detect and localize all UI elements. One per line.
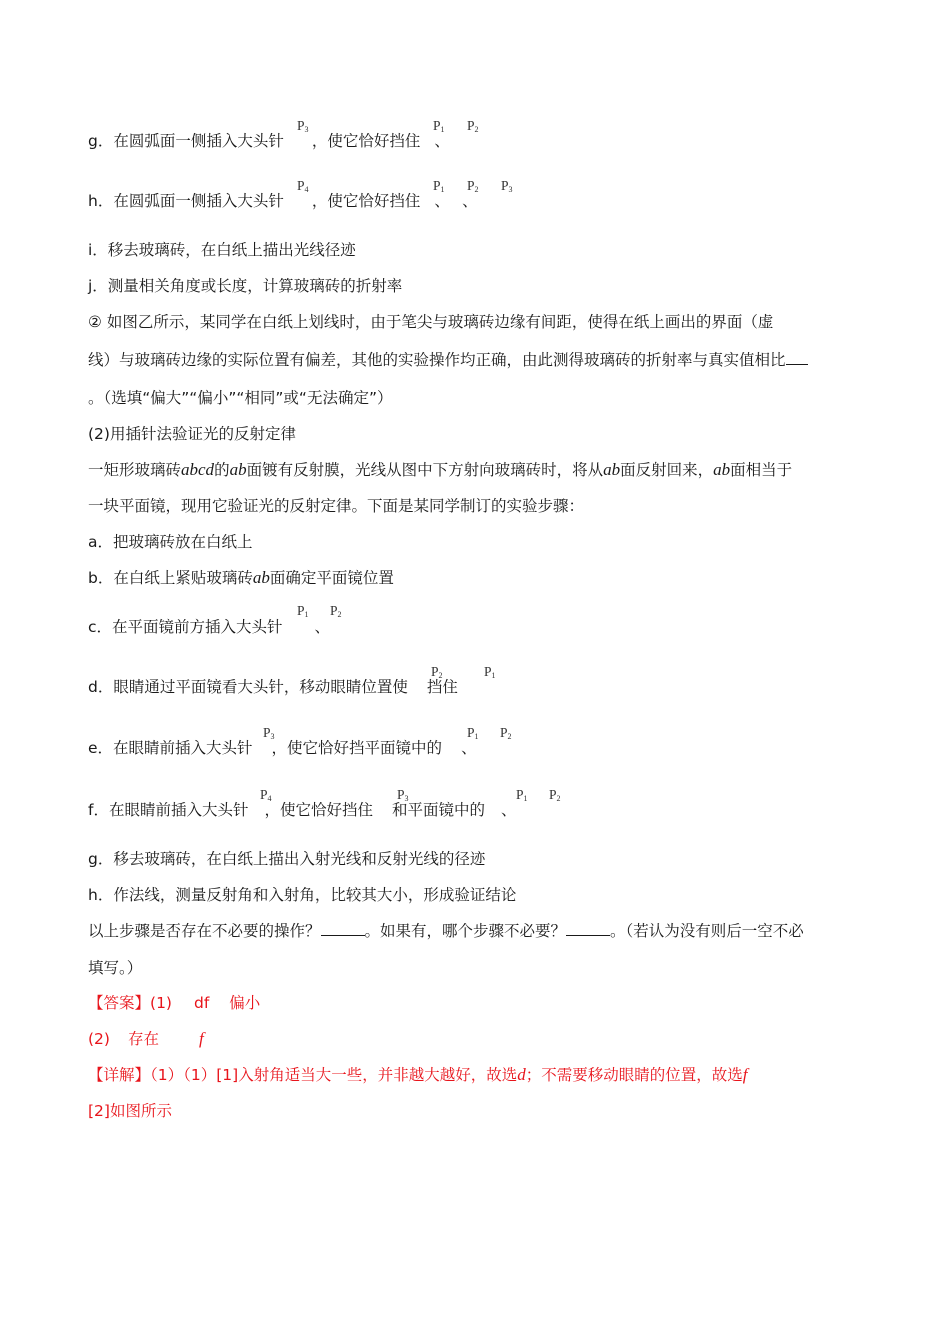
symbol-ab: ab	[229, 460, 247, 479]
step-text: g．在圆弧面一侧插入大头针	[88, 132, 284, 150]
separator: 、	[434, 192, 443, 210]
step-c	[88, 617, 330, 637]
step-text: 和平面镜中的	[391, 801, 485, 819]
symbol-ab: ab	[713, 460, 731, 479]
question-text: 。如果有，哪个步骤不必要？	[364, 922, 567, 940]
question-2-line1: ② 如图乙所示，某同学在白纸上划线时，由于笔尖与玻璃砖边缘有间距，使得在纸上画出的界面（虚	[88, 313, 774, 331]
part-2-intro-line1	[88, 460, 792, 480]
answer-value: 偏小	[229, 994, 261, 1012]
symbol-f: f	[742, 1065, 748, 1084]
step-text: 挡住	[426, 678, 458, 696]
answer-line-2	[88, 1029, 204, 1049]
answer-blank	[566, 921, 610, 936]
step-b	[88, 568, 394, 588]
pin-label: $P_2$	[330, 603, 342, 619]
intro-text: 面反射回来，	[620, 461, 714, 479]
pin-label: $P_1$	[467, 725, 479, 741]
pin-label: $P_4$	[260, 787, 272, 803]
part-2-heading: (2)用插针法验证光的反射定律	[88, 425, 296, 443]
step-g-reflection: g．移去玻璃砖，在白纸上描出入射光线和反射光线的径迹	[88, 850, 486, 868]
answer-blank	[321, 921, 365, 936]
intro-text: 面相当于	[730, 461, 793, 479]
pin-label: $P_2$	[500, 725, 512, 741]
pin-label: $P_2$	[549, 787, 561, 803]
step-e	[88, 738, 477, 758]
answer-label: 【答案】	[88, 994, 151, 1012]
explanation-text: ；不需要移动眼睛的位置，故选	[525, 1066, 743, 1084]
answer-blank	[786, 350, 808, 365]
question-text: 。（若认为没有则后一空不必	[610, 922, 804, 940]
symbol-abcd: abcd	[181, 460, 215, 479]
step-text: h．在圆弧面一侧插入大头针	[88, 192, 284, 210]
step-g-refraction	[88, 131, 450, 151]
step-text: d．眼睛通过平面镜看大头针，移动眼睛位置使	[88, 678, 408, 696]
question-text: 以上步骤是否存在不必要的操作？	[88, 922, 321, 940]
separator: 、	[462, 192, 478, 210]
separator: 、	[434, 132, 450, 150]
separator: 、	[314, 618, 331, 636]
step-text: e．在眼睛前插入大头针	[88, 739, 253, 757]
answer-line-1	[88, 993, 260, 1013]
step-text: ，使它恰好挡住	[264, 801, 373, 819]
pin-label: $P_1$	[433, 178, 445, 194]
question-3-line2: 填写。）	[88, 959, 143, 977]
step-j: j．测量相关角度或长度，计算玻璃砖的折射率	[88, 277, 403, 295]
step-text: 面确定平面镜位置	[269, 569, 394, 587]
explanation-label: 【详解】	[88, 1066, 151, 1084]
question-2-line3: 。（选填“偏大”“偏小”“相同”或“无法确定”）	[88, 389, 393, 407]
step-text: ，使它恰好挡平面镜中的	[271, 739, 443, 757]
pin-label: $P_2$	[467, 118, 479, 134]
pin-label: $P_1$	[433, 118, 445, 134]
step-d	[88, 677, 458, 697]
pin-label: $P_2$	[467, 178, 479, 194]
pin-label: $P_4$	[297, 178, 309, 194]
pin-label: $P_1$	[516, 787, 528, 803]
step-text: b．在白纸上紧贴玻璃砖	[88, 569, 253, 587]
step-a: a．把玻璃砖放在白纸上	[88, 533, 253, 551]
step-text: c．在平面镜前方插入大头针	[88, 618, 283, 636]
pin-label: $P_3$	[397, 787, 409, 803]
pin-label: $P_2$	[431, 664, 443, 680]
separator: 、	[461, 739, 477, 757]
answer-number: (2)	[88, 1030, 110, 1048]
step-i: i．移去玻璃砖，在白纸上描出光线径迹	[88, 241, 356, 259]
question-text: 线）与玻璃砖边缘的实际位置有偏差，其他的实验操作均正确，由此测得玻璃砖的折射率与真实值相比	[88, 351, 786, 369]
explanation-line-2: [2]如图所示	[88, 1102, 172, 1120]
answer-value: df	[193, 994, 210, 1012]
intro-text: 一矩形玻璃砖	[88, 461, 182, 479]
step-text: f．在眼睛前插入大头针	[88, 801, 249, 819]
step-text: ，使它恰好挡住	[311, 132, 421, 150]
pin-label: $P_3$	[263, 725, 275, 741]
step-text: ，使它恰好挡住	[311, 192, 421, 210]
pin-label: $P_3$	[297, 118, 309, 134]
answer-value: f	[198, 1029, 204, 1048]
part-2-intro-line2: 一块平面镜，现用它验证光的反射定律。下面是某同学制订的实验步骤：	[88, 497, 585, 515]
answer-number: (1)	[150, 994, 172, 1012]
symbol-ab: ab	[252, 568, 270, 587]
symbol-d: d	[517, 1065, 526, 1084]
step-h-refraction	[88, 191, 478, 211]
question-2-line2	[88, 350, 808, 370]
step-h-reflection: h．作法线，测量反射角和入射角，比较其大小，形成验证结论	[88, 886, 517, 904]
pin-label: $P_3$	[501, 178, 513, 194]
answer-value: 存在	[127, 1030, 159, 1048]
pin-label: $P_1$	[297, 603, 309, 619]
explanation-line-1	[88, 1065, 747, 1085]
explanation-text: （1）（1）[1]入射角适当大一些，并非越大越好，故选	[150, 1066, 518, 1084]
pin-label: $P_1$	[484, 664, 496, 680]
intro-text: 的	[214, 461, 230, 479]
intro-text: 面镀有反射膜，光线从图中下方射向玻璃砖时，将从	[246, 461, 604, 479]
separator: 、	[501, 801, 517, 819]
symbol-ab: ab	[603, 460, 621, 479]
step-f	[88, 800, 517, 820]
question-3-line1	[88, 921, 804, 941]
